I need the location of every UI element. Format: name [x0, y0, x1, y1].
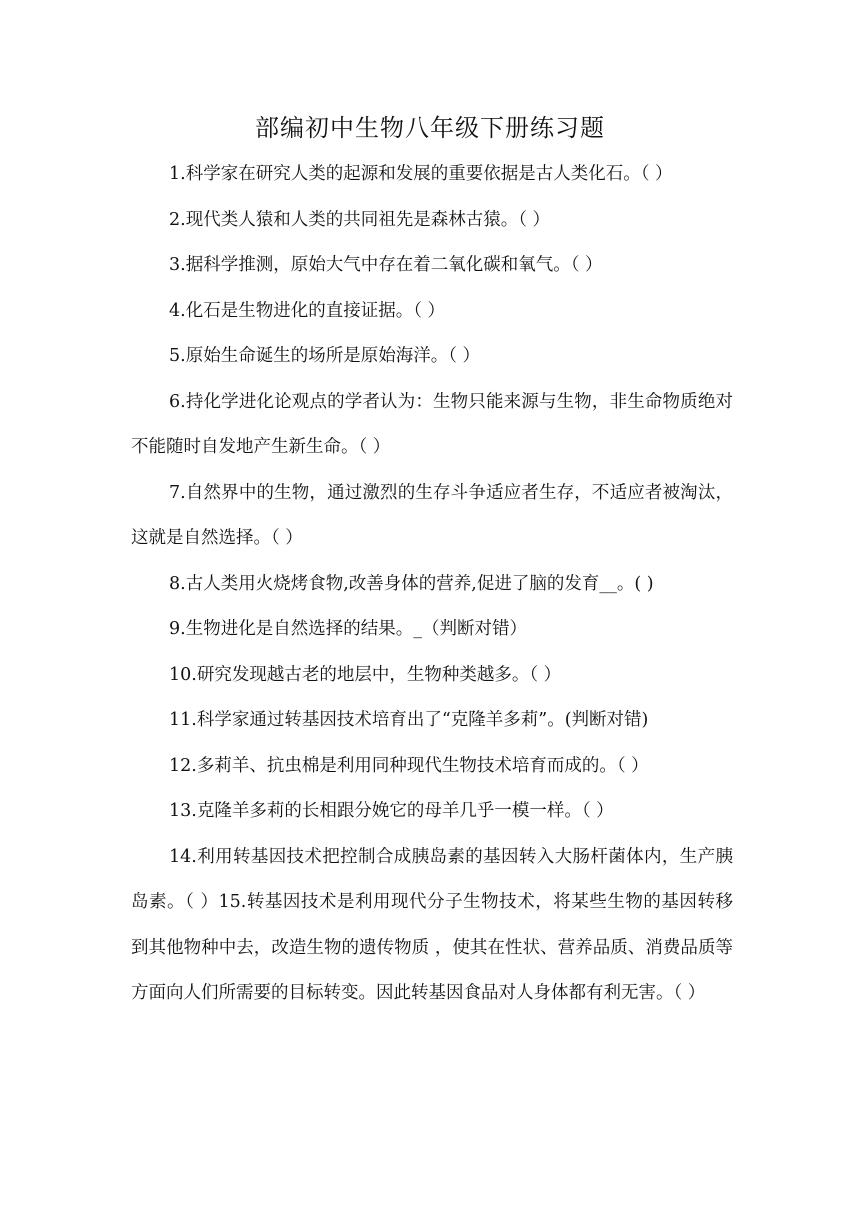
question-item: 11.科学家通过转基因技术培育出了“克隆羊多莉”。(判断对错) [169, 710, 649, 730]
question-item: 8.古人类用火烧烤食物,改善身体的营养,促进了脑的发育__。( ) [169, 573, 654, 594]
question-item: 13.克隆羊多莉的长相跟分娩它的母羊几乎一模一样。（ ） [169, 801, 614, 821]
question-item: 5.原始生命诞生的场所是原始海洋。（ ） [169, 346, 481, 366]
question-item: 14.利用转基因技术把控制合成胰岛素的基因转入大肠杆菌体内，生产胰岛素。（ ）15.转基因技术是利用现代分子生物技术，将某些生物的基因转移到其他物种中去，改造生物的遗传物质 ，使其在性状、营养品质、消费品质等方面向人们所需要的目标转变。因此转基因食品对人身体都有利无害。（ ） [131, 846, 733, 1003]
page-title: 部编初中生物八年级下册练习题 [255, 114, 605, 142]
question-item: 9.生物进化是自然选择的结果。_（判断对错） [169, 619, 527, 639]
question-item: 4.化石是生物进化的直接证据。（ ） [169, 300, 446, 321]
question-list [131, 152, 733, 1017]
question-item: 3.据科学推测，原始大气中存在着二氧化碳和氧气。（ ） [169, 255, 603, 275]
question-item: 2.现代类人猿和人类的共同祖先是森林古猿。（ ） [169, 209, 551, 230]
question-item: 7.自然界中的生物，通过激烈的生存斗争适应者生存，不适应者被淘汰，这就是自然选择。（ ） [131, 482, 733, 548]
question-item: 6.持化学进化论观点的学者认为：生物只能来源与生物，非生命物质绝对不能随时自发地产生新生命。（ ） [131, 391, 733, 457]
question-item: 12.多莉羊、抗虫棉是利用同种现代生物技术培育而成的。（ ） [169, 755, 649, 776]
question-item: 10.研究发现越古老的地层中，生物种类越多。（ ） [169, 664, 562, 685]
question-item: 1.科学家在研究人类的起源和发展的重要依据是古人类化石。（ ） [169, 164, 673, 184]
